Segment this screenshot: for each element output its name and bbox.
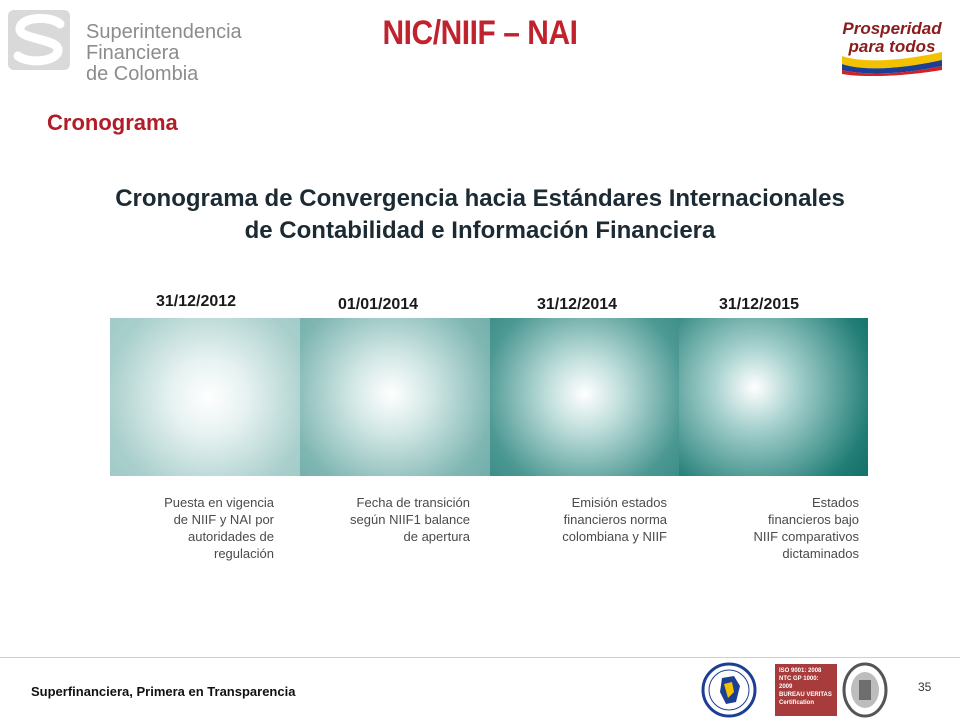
timeline-date-3: 31/12/2014 bbox=[537, 296, 618, 313]
cert-line-2: NTC GP 1000: 2009 bbox=[779, 676, 819, 690]
timeline-date-2: 01/01/2014 bbox=[338, 296, 419, 313]
timeline-description-line: Puesta en vigencia bbox=[164, 495, 274, 510]
logo-right-line-1: Prosperidad bbox=[842, 19, 942, 38]
prosperidad-logo bbox=[836, 14, 948, 76]
timeline-description-line: según NIIF1 balance bbox=[350, 512, 470, 527]
timeline-description-line: de NIIF y NAI por bbox=[173, 512, 274, 527]
bureau-veritas-seal-icon bbox=[842, 662, 888, 718]
bureau-veritas-seal bbox=[842, 662, 888, 718]
timeline-date-4: 31/12/2015 bbox=[719, 296, 800, 313]
timeline-description-line: autoridades de bbox=[187, 529, 274, 544]
cert-line-4: Certification bbox=[779, 700, 815, 706]
timeline-description-line: financieros norma bbox=[563, 512, 667, 527]
subtitle-line-1: Cronograma de Convergencia hacia Estándares Internacionales bbox=[115, 185, 845, 212]
colombia-seal-logo bbox=[700, 662, 758, 718]
timeline-date-1: 31/12/2012 bbox=[156, 293, 237, 310]
cert-line-1: ISO 9001: 2008 bbox=[779, 668, 822, 674]
bureau-veritas-cert-badge bbox=[775, 664, 837, 716]
timeline-description-1 bbox=[114, 494, 274, 562]
logo-line-2: Financiera bbox=[86, 42, 180, 64]
timeline-box-4 bbox=[679, 318, 868, 476]
timeline-description-line: NIIF comparativos bbox=[753, 529, 859, 544]
logo-line-3: de Colombia bbox=[86, 63, 199, 85]
page-title: NIC/NIIF – NAI bbox=[382, 14, 578, 52]
timeline-box-1 bbox=[110, 318, 300, 476]
timeline-description-line: Estados bbox=[812, 495, 859, 510]
timeline-description-line: financieros bajo bbox=[767, 512, 859, 527]
prosperidad-flag-icon bbox=[836, 14, 948, 76]
footer-tagline: Superfinanciera, Primera en Transparencia bbox=[31, 684, 296, 699]
logo-line-1: Superintendencia bbox=[86, 21, 242, 43]
timeline-description-line: regulación bbox=[214, 546, 274, 561]
cert-line-3: BUREAU VERITAS bbox=[779, 692, 832, 698]
timeline-description-4 bbox=[699, 494, 859, 562]
timeline-description-line: de apertura bbox=[403, 529, 470, 544]
timeline-box-3 bbox=[490, 318, 679, 476]
section-title: Cronograma bbox=[47, 110, 178, 135]
slide-subtitle bbox=[0, 183, 960, 247]
timeline-description-line: colombiana y NIIF bbox=[562, 529, 667, 544]
timeline-description-line: dictaminados bbox=[782, 546, 859, 561]
timeline-description-3 bbox=[507, 494, 667, 545]
timeline-description-2 bbox=[310, 494, 470, 545]
colombia-map-seal-icon bbox=[700, 662, 758, 718]
timeline-description-line: Emisión estados bbox=[571, 495, 667, 510]
logo-right-line-2: para todos bbox=[848, 37, 936, 56]
footer-divider bbox=[0, 657, 960, 658]
page-number: 35 bbox=[918, 680, 932, 694]
timeline-box-2 bbox=[300, 318, 490, 476]
subtitle-line-2: de Contabilidad e Información Financiera bbox=[244, 217, 716, 244]
timeline-description-line: Fecha de transición bbox=[356, 495, 470, 510]
